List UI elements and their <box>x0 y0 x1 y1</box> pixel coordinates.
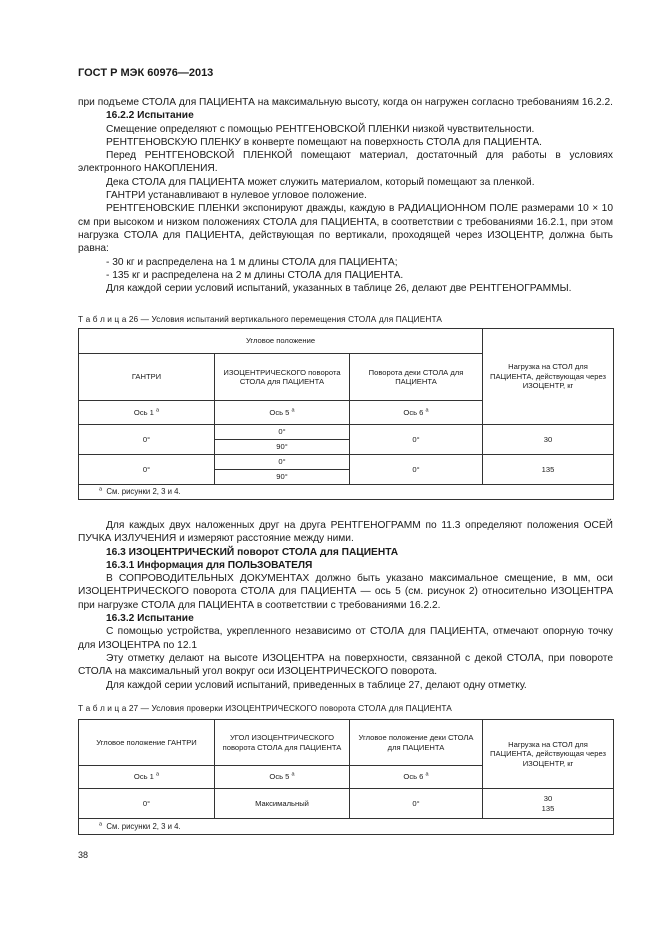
axis-cell: Ось 5 $^а$ <box>215 401 350 425</box>
table-cell: 0° <box>350 789 483 819</box>
axis-cell: Ось 6 $^а$ <box>350 766 483 789</box>
col-header-gantry: Угловое положение ГАНТРИ <box>79 720 215 766</box>
table-cell: 0° <box>350 455 483 485</box>
col-header-iso: ИЗОЦЕНТРИЧЕСКОГО поворота СТОЛА для ПАЦИЕНТА <box>215 354 350 401</box>
axis-cell: Ось 1 $^а$ <box>79 401 215 425</box>
paragraph: В СОПРОВОДИТЕЛЬНЫХ ДОКУМЕНТАХ должно быть указано максимальное смещение, в мм, оси ИЗОЦЕНТРИЧЕСКОГО поворота СТОЛА для ПАЦИЕНТА — ось 5 (см. рисунок 2) относительно ИЗОЦЕНТРА при нагрузке СТОЛА для ПАЦИЕНТА в соответствии с требованиями 16.2.2. <box>78 573 613 611</box>
table-26 <box>78 328 614 500</box>
paragraph: ГАНТРИ устанавливают в нулевое угловое положение. <box>106 190 367 202</box>
col-header-gantry: ГАНТРИ <box>79 354 215 401</box>
standard-header: ГОСТ Р МЭК 60976—2013 <box>78 67 214 79</box>
col-header-deck: Поворота деки СТОЛА для ПАЦИЕНТА <box>350 354 483 401</box>
paragraph: С помощью устройства, укрепленного независимо от СТОЛА для ПАЦИЕНТА, отмечают опорную точку для ИЗОЦЕНТРА по 12.1 <box>78 626 613 651</box>
section-heading: 16.2.2 Испытание <box>106 110 194 122</box>
group-header: Угловое положение <box>79 329 483 354</box>
paragraph: при подъеме СТОЛА для ПАЦИЕНТА на максимальную высоту, когда он нагружен согласно требованиям 16.2.2. <box>78 97 613 108</box>
axis-cell: Ось 1 $^а$ <box>79 766 215 789</box>
table-cell: 90° <box>215 440 350 455</box>
table-cell: 90° <box>215 470 350 485</box>
table-26-caption: Т а б л и ц а 26 — Условия испытаний вертикального перемещения СТОЛА для ПАЦИЕНТА <box>78 314 442 324</box>
table-cell: 0° <box>79 789 215 819</box>
paragraph: Эту отметку делают на высоте ИЗОЦЕНТРА на поверхности, связанной с декой СТОЛА, при повороте СТОЛА на максимальный угол вокруг оси ИЗОЦЕНТРИЧЕСКОГО поворота. <box>78 652 613 678</box>
paragraph: Дека СТОЛА для ПАЦИЕНТА может служить материалом, который помещают за пленкой. <box>106 176 535 188</box>
table-cell: 0° <box>215 425 350 440</box>
paragraph: РЕНТГЕНОВСКУЮ ПЛЕНКУ в конверте помещают на поверхность СТОЛА для ПАЦИЕНТА. <box>106 136 542 148</box>
axis-cell: Ось 5 $^а$ <box>215 766 350 789</box>
table-cell: 0° <box>215 455 350 470</box>
col-header-iso: УГОЛ ИЗОЦЕНТРИЧЕСКОГО поворота СТОЛА для ПАЦИЕНТА <box>215 720 350 766</box>
section-heading: 16.3.2 Испытание <box>106 613 194 625</box>
list-item: - 135 кг и распределена на 2 м длины СТОЛА для ПАЦИЕНТА. <box>106 269 404 281</box>
col-header-deck: Угловое положение деки СТОЛА для ПАЦИЕНТА <box>350 720 483 766</box>
list-item: - 30 кг и распределена на 1 м длины СТОЛА для ПАЦИЕНТА; <box>106 256 398 268</box>
table-27-caption: Т а б л и ц а 27 — Условия проверки ИЗОЦЕНТРИЧЕСКОГО поворота СТОЛА для ПАЦИЕНТА <box>78 703 452 713</box>
table-cell: 135 <box>483 455 614 485</box>
axis-cell: Ось 6 $^а$ <box>350 401 483 425</box>
col-header-load: Нагрузка на СТОЛ для ПАЦИЕНТА, действующая через ИЗОЦЕНТР, кг <box>483 329 614 425</box>
text-block-16-2 <box>78 96 613 295</box>
table-cell: 30 135 <box>483 789 614 819</box>
table-cell: 0° <box>350 425 483 455</box>
table-cell: 30 <box>483 425 614 455</box>
paragraph: Для каждой серии условий испытаний, приведенных в таблице 27, делают одну отметку. <box>106 679 527 691</box>
section-heading: 16.3.1 Информация для ПОЛЬЗОВАТЕЛЯ <box>106 559 313 571</box>
table-27 <box>78 719 614 835</box>
paragraph: Смещение определяют с помощью РЕНТГЕНОВСКОЙ ПЛЕНКИ низкой чувствительности. <box>106 123 535 135</box>
table-cell: 0° <box>79 455 215 485</box>
table-footnote: $^а$ См. рисунки 2, 3 и 4. <box>79 819 614 835</box>
table-cell: 0° <box>79 425 215 455</box>
paragraph: Для каждой серии условий испытаний, указанных в таблице 26, делают две РЕНТГЕНОГРАММЫ. <box>106 283 572 295</box>
table-footnote: $^а$ См. рисунки 2, 3 и 4. <box>79 485 614 500</box>
paragraph: РЕНТГЕНОВСКИЕ ПЛЕНКИ экспонируют дважды, каждую в РАДИАЦИОННОМ ПОЛЕ размерами 10 × 10 см при высоком и низком положениях СТОЛА для ПАЦИЕНТА, в соответствии с требованиями 16.2.1, при этом нагрузка СТОЛА для ПАЦИЕНТА, действующая по вертикали, проходящей через ИЗОЦЕНТР, должна быть равна: <box>78 203 613 255</box>
table-cell: Максимальный <box>215 789 350 819</box>
section-heading: 16.3 ИЗОЦЕНТРИЧЕСКИЙ поворот СТОЛА для ПАЦИЕНТА <box>106 546 399 558</box>
text-block-16-3 <box>78 519 613 692</box>
page-number: 38 <box>78 850 89 860</box>
paragraph: Перед РЕНТГЕНОВСКОЙ ПЛЕНКОЙ помещают материал, достаточный для работы в условиях электронного НАКОПЛЕНИЯ. <box>78 150 613 175</box>
paragraph: Для каждых двух наложенных друг на друга РЕНТГЕНОГРАММ по 11.3 определяют положения ОСЕЙ ПУЧКА ИЗЛУЧЕНИЯ и измеряют расстояние между ними. <box>78 520 613 545</box>
col-header-load: Нагрузка на СТОЛ для ПАЦИЕНТА, действующая через ИЗОЦЕНТР, кг <box>483 720 614 789</box>
